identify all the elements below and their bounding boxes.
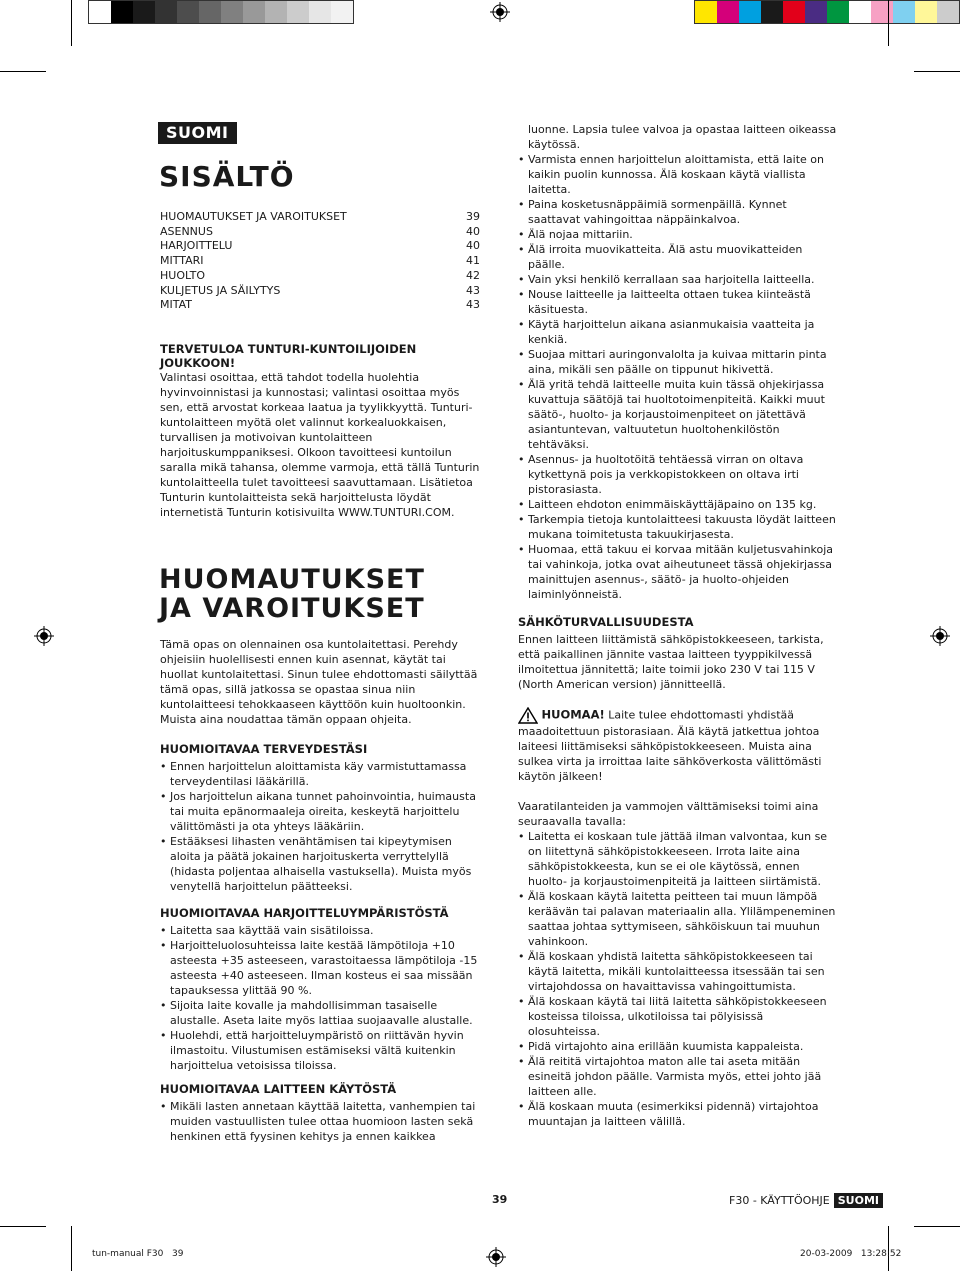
list-item: • Älä yritä tehdä laitteelle muita kuin tässä ohjekirjassa kuvattuja säätöjä tai huoltotoimenpiteitä. Kaikki muut säätö-, huolto- ja korjaustoimenpiteet on jätettävä asiantuntevan, valtuutetun huoltohenkilöstön tehtäväksi. [518, 377, 838, 452]
warning-triangle-icon [518, 707, 538, 724]
color-swatch [915, 1, 937, 23]
toc-label: HUOMAUTUKSET JA VAROITUKSET [160, 210, 347, 223]
list-item: • Varmista ennen harjoittelun aloittamista, että laite on kaikin puolin kunnossa. Älä koskaan käytä viallista laitetta. [518, 152, 838, 197]
usage-list-right [518, 152, 838, 602]
footer-language-tag: SUOMI [834, 1193, 883, 1208]
print-slug-filename: tun-manual F30 39 [92, 1249, 184, 1259]
registration-mark-icon [34, 626, 54, 646]
warnings-heading [159, 565, 489, 623]
toc-page: 43 [466, 298, 480, 312]
right-column [518, 122, 838, 1129]
toc-page: 41 [466, 254, 480, 268]
list-item: • Huomaa, että takuu ei korvaa mitään kuljetusvahinkoja tai vahinkoja, jotka ovat aiheutuneet tässä ohjekirjassa mainittujen asennus-, säätö- ja huolto-ohjeiden laiminlyönneistä. [518, 542, 838, 602]
health-heading: HUOMIOITAVAA TERVEYDESTÄSI [160, 742, 368, 756]
list-item: • Estääksesi lihasten venähtämisen tai kipeytymisen aloita ja päätä jokainen harjoituskerta verryttelyllä (hidasta poljentaa alhaisella vastuksella). Muista myös venytellä harjoittelun päätteeksi. [160, 834, 480, 894]
welcome-heading: TERVETULOA TUNTURI-KUNTOILIJOIDEN JOUKKOON! [160, 342, 417, 370]
grayscale-swatch [243, 1, 265, 23]
page-title: SISÄLTÖ [159, 160, 295, 193]
grayscale-swatch [133, 1, 155, 23]
health-list [160, 759, 480, 894]
registration-mark-icon [490, 2, 510, 22]
intro-text: Tämä opas on olennainen osa kuntolaitettasi. Perehdy ohjeisiin huolellisesti ennen kuin asennat, käytät tai huollat kuntolaitettasi. Sinun tulee ehdottomasti säilyttää tämä opas, sillä jatkossa se opastaa sinua niin kuntolaitteesi tehokkaaseen käyttöön kuin huoltoonkin. Muista aina noudattaa tämän oppaan ohjeita. [160, 638, 478, 726]
toc-page: 39 [466, 210, 480, 223]
usage-heading: HUOMIOITAVAA LAITTEEN KÄYTÖSTÄ [160, 1082, 397, 1096]
list-item: • Asennus- ja huoltotöitä tehtäessä virran on oltava kytkettynä pois ja verkkopistokkeen on oltava irti pistorasiasta. [518, 452, 838, 497]
color-bar [694, 0, 960, 24]
toc-entry [160, 210, 480, 225]
color-swatch [739, 1, 761, 23]
list-item: • Nouse laitteelle ja laitteelta ottaen tukea kiinteästä käsituesta. [518, 287, 838, 317]
caution-label: HUOMAA! [541, 707, 605, 722]
toc-entry [160, 225, 480, 240]
list-item: • Älä koskaan muuta (esimerkiksi pidennä) virtajohtoa muuntajan ja laitteen välillä. [518, 1099, 838, 1129]
registration-mark-icon [486, 1247, 506, 1267]
usage-section [160, 1082, 480, 1144]
grayscale-swatch [331, 1, 353, 23]
footer-manual-title: F30 - KÄYTTÖOHJE [729, 1194, 830, 1207]
crop-mark [71, 0, 72, 46]
color-swatch [717, 1, 739, 23]
color-swatch [761, 1, 783, 23]
toc-page: 40 [466, 224, 480, 238]
crop-mark [914, 71, 960, 72]
electrical-heading: SÄHKÖTURVALLISUUDESTA [518, 615, 694, 629]
color-swatch [871, 1, 893, 23]
crop-mark [0, 71, 46, 72]
list-item: • Älä irroita muovikatteita. Älä astu muovikatteiden päälle. [518, 242, 838, 272]
hazard-list [518, 829, 838, 1129]
crop-mark [888, 0, 889, 46]
list-item: • Laitetta ei koskaan tule jättää ilman valvontaa, kun se on liitettynä sähköpistokkeeseen. Irrota laite aina sähköpistokkeesta, kun se ei ole käytössä, ennen huolto- ja korjaustoimenpiteitä ja laitteen siirtämistä. [518, 829, 838, 889]
grayscale-swatch [155, 1, 177, 23]
list-item: • Käytä harjoittelun aikana asianmukaisia vaatteita ja kenkiä. [518, 317, 838, 347]
grayscale-bar [88, 0, 354, 24]
toc-page: 43 [466, 283, 480, 297]
footer-title [729, 1193, 883, 1208]
list-item: • Harjoitteluolosuhteissa laite kestää lämpötiloja +10 asteesta +35 asteeseen, varastoitaessa lämpötiloja -15 asteesta +40 asteeseen. Ilman kosteus ei saa missään tapauksessa ylittää 90 %. [160, 938, 480, 998]
color-swatch [849, 1, 871, 23]
toc-entry [160, 239, 480, 254]
grayscale-swatch [265, 1, 287, 23]
list-item: • Ennen harjoittelun aloittamista käy varmistuttamassa terveydentilasi lääkärillä. [160, 759, 480, 789]
color-swatch [827, 1, 849, 23]
list-item: • Huolehdi, että harjoitteluympäristö on riittävän hyvin ilmastoitu. Vilustumisen estämiseksi vältä kuitenkin harjoittelua vetoisissa tiloissa. [160, 1028, 480, 1073]
electrical-text: Ennen laitteen liittämistä sähköpistokkeeseen, tarkista, että paikallinen jännite vastaa laitteen tyyppikilvessä ilmoitettua jännitettä; laite toimii joko 230 V tai 115 V (North American version) jännitteellä. [518, 633, 824, 691]
list-item: • Laitetta saa käyttää vain sisätiloissa. [160, 923, 480, 938]
toc-label: ASENNUS [160, 224, 213, 238]
warnings-heading-line-1: HUOMAUTUKSET [159, 564, 425, 595]
list-item: • Laitteen ehdoton enimmäiskäyttäjäpaino on 135 kg. [518, 497, 838, 512]
list-item: • Älä koskaan käytä tai liitä laitetta sähköpistokkeeseen kosteissa tiloissa, ulkotiloissa tai pölyisissä olosuhteissa. [518, 994, 838, 1039]
environment-list [160, 923, 480, 1073]
list-item: • Tarkempia tietoja kuntolaitteesi takuusta löydät laitteen mukana toimitetusta takuukirjasesta. [518, 512, 838, 542]
page-number: 39 [492, 1193, 508, 1206]
toc-label: HUOLTO [160, 268, 205, 282]
environment-section [160, 906, 480, 1073]
usage-list-left [160, 1099, 480, 1144]
list-item: • Älä reititä virtajohtoa maton alle tai aseta mitään esineitä johdon päälle. Varmista myös, ettei johto jää laitteen alle. [518, 1054, 838, 1099]
list-item: • Jos harjoittelun aikana tunnet pahoinvointia, huimausta tai muita epänormaaleja oireita, keskeytä harjoittelu välittömästi ja ota yhteys lääkäriin. [160, 789, 480, 834]
grayscale-swatch [89, 1, 111, 23]
grayscale-swatch [309, 1, 331, 23]
hazard-intro: Vaaratilanteiden ja vammojen välttämiseksi toimi aina seuraavalla tavalla: [518, 800, 819, 828]
color-swatch [937, 1, 959, 23]
toc-entry [160, 284, 480, 299]
caution-paragraph [518, 707, 838, 784]
crop-mark [71, 1226, 72, 1271]
usage-continuation: luonne. Lapsia tulee valvoa ja opastaa laitteen oikeassa käytössä. [528, 123, 837, 151]
list-item: • Sijoita laite kovalle ja mahdollisimman tasaiselle alustalle. Aseta laite myös lattiaa suojaavalle alustalle. [160, 998, 480, 1028]
list-item: • Älä koskaan yhdistä laitetta sähköpistokkeeseen tai käytä laitetta, mikäli kuntolaitteessa itsessään tai sen virtajohdossa on havaittavissa vahingoittumista. [518, 949, 838, 994]
toc-entry [160, 269, 480, 284]
list-item: • Älä nojaa mittariin. [518, 227, 838, 242]
list-item: • Mikäli lasten annetaan käyttää laitetta, vanhempien tai muiden vastuullisten tulee ottaa huomioon lasten sekä henkinen että fyysinen kehitys ja ennen kaikkea [160, 1099, 480, 1144]
toc-label: HARJOITTELU [160, 239, 233, 253]
grayscale-swatch [221, 1, 243, 23]
language-tag: SUOMI [158, 122, 237, 144]
toc-label: MITTARI [160, 254, 204, 268]
grayscale-swatch [287, 1, 309, 23]
grayscale-swatch [177, 1, 199, 23]
toc-entry [160, 298, 480, 313]
print-slug-timestamp: 20-03-2009 13:28:52 [800, 1249, 902, 1259]
color-swatch [783, 1, 805, 23]
list-item: • Älä koskaan käytä laitetta peitteen tai muun lämpöä keräävän tai palavan materiaalin alla. Ylilämpeneminen saattaa johtaa syttymiseen, sähköiskuun tai muuhun vahinkoon. [518, 889, 838, 949]
grayscale-swatch [111, 1, 133, 23]
registration-mark-icon [930, 626, 950, 646]
warnings-heading-line-2: JA VAROITUKSET [159, 593, 425, 624]
list-item: • Paina kosketusnäppäimiä sormenpäillä. Kynnet saattavat vahingoittaa näppäinkalvoa. [518, 197, 838, 227]
health-section [160, 742, 480, 894]
caution-text: Laite tulee ehdottomasti yhdistää maadoitettuun pistorasiaan. Älä käytä jatkettua johtoa laiteesi liittämiseksi sähköpistokkeeseen. Muista aina sulkea virta ja irroittaa laite sähköverkosta välittömästi käytön jälkeen! [518, 708, 822, 783]
color-swatch [695, 1, 717, 23]
color-swatch [893, 1, 915, 23]
crop-mark [914, 1226, 960, 1227]
toc-label: KULJETUS JA SÄILYTYS [160, 283, 281, 297]
welcome-text: Valintasi osoittaa, että tahdot todella huolehtia hyvinvoinnistasi ja kunnostasi; valintasi osoittaa myös sen, että arvostat korkeaa laatua ja tyylikkyyttä. Tunturi-kuntolaitteen myötä olet valinnut korkealuokkaisen, turvallisen ja motivoivan kuntolaitteen harjoituskumppaniksesi. Olkoon tavoitteesi kuntoilun saralla mikä tahansa, olemme varmoja, että tällä Tunturin kuntolaitteella tulet tavoitteesi saavuttamaan. Lisätietoa Tunturin kuntolaitteista sekä harjoittelusta löydät internetistä Tunturin kotisivuilta WWW.TUNTURI.COM. [160, 371, 480, 519]
table-of-contents [160, 210, 480, 313]
environment-heading: HUOMIOITAVAA HARJOITTELUYMPÄRISTÖSTÄ [160, 906, 449, 920]
toc-label: MITAT [160, 298, 192, 312]
list-item: • Vain yksi henkilö kerrallaan saa harjoitella laitteella. [518, 272, 838, 287]
toc-page: 40 [466, 239, 480, 253]
crop-mark [0, 1226, 46, 1227]
toc-page: 42 [466, 268, 480, 282]
list-item: • Pidä virtajohto aina erillään kuumista kappaleista. [518, 1039, 838, 1054]
color-swatch [805, 1, 827, 23]
toc-entry [160, 254, 480, 269]
grayscale-swatch [199, 1, 221, 23]
list-item: • Suojaa mittari auringonvalolta ja kuivaa mittarin pinta aina, mikäli sen päälle on tippunut hikivettä. [518, 347, 838, 377]
